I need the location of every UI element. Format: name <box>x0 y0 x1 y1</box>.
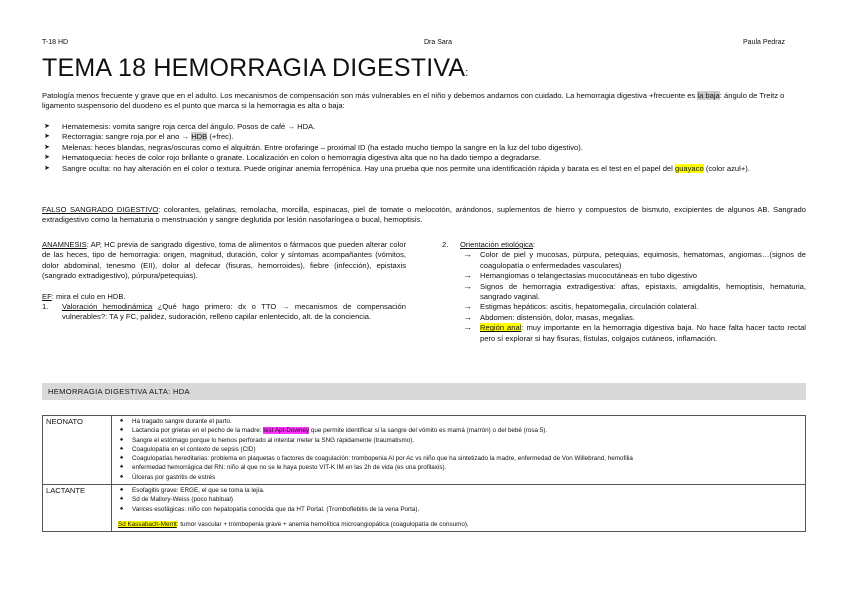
anamnesis-text: : AP, HC previa de sangrado digestivo, toma de alimentos o fármacos que pueden alterar color de las heces, tipo de hemorragia: origen, magnitud, duración, color y síntomas acompañantes (vómitos, dolor abdominal, tenesmo (EII), dolor al defecar (fisuras, hemorroides), fiebre (infección), epistaxis (sangrado extradigestivo), púrpura/petequias). <box>42 240 406 281</box>
section-header-hda <box>42 383 806 400</box>
neonato-text-6: enfermedad hemorrágica del RN: niño al que no se le haya puesto VIT-K IM en las 2h de vida (es una profilaxis). <box>132 464 447 472</box>
neonato-text-2b: que permite identificar si la sangre del vómito es mamá (marrón) o del bebé (rosa 5). <box>310 427 548 435</box>
intro-highlight: la baja <box>697 91 720 100</box>
list-item <box>112 486 805 495</box>
neonato-list <box>112 416 805 484</box>
intro-text-2: : ángulo de Treitz o ligamento suspensorio del duodeno es el punto que marca si la hemorragia es alta o baja: <box>42 91 785 111</box>
rectorragia-suffix: (+frec). <box>209 132 234 142</box>
ef-label: EF <box>42 291 52 301</box>
bleeding-types-list <box>42 122 806 174</box>
orientacion-text-2: Hemangiomas o telangectasias mucocutáneas en tubo digestivo <box>480 271 697 281</box>
melenas-text: Melenas: heces blandas, negras/oscuras como el alquitrán. Entre orofaringe – proximal ID (ha estado mucho tiempo la sangre en la luz del tubo digestivo). <box>62 142 583 152</box>
lactante-list <box>112 485 805 516</box>
header-right: Paula Pedraz <box>743 39 786 46</box>
ef-text: : mira el culo en HDB. <box>51 291 126 301</box>
intro-text-1: Patología menos frecuente y grave que en el adulto. Los mecanismos de compensación son más vulnerables en el niño y debemos andarnos con cuidado. La hemorragia digestiva +frecuente es <box>42 91 696 100</box>
kassabach-paragraph <box>112 516 805 531</box>
item-number: 1. <box>42 302 49 312</box>
list-item <box>112 463 805 472</box>
hda-table <box>42 415 806 532</box>
page-title <box>42 54 469 83</box>
lactante-cell <box>112 485 806 532</box>
orientacion-colon: : <box>533 240 536 249</box>
neonato-text-4: Coagulopatía en el contexto de sepsis (CID) <box>132 445 256 453</box>
guayaco-highlight: guayaco <box>674 163 704 173</box>
list-item <box>112 445 805 454</box>
hdb-highlight: HDB <box>191 132 208 142</box>
table-row <box>43 485 806 532</box>
list-item <box>460 271 806 281</box>
falso-sangrado-paragraph <box>42 205 806 226</box>
orientacion-text-6: : muy importante en la hemorragia digestiva baja. No hace falta hacer tacto rectal pero sí explorar si hay fisuras, fístulas, colgajos cutáneos, inflamación. <box>480 323 806 343</box>
lactante-label: LACTANTE <box>43 485 112 532</box>
hematemesis-text: Hematemesis: vomita sangre roja cerca del ángulo. Posos de café → HDA. <box>62 122 316 131</box>
header-left: T-18 HD <box>42 39 69 46</box>
orientacion-text-4: Estigmas hepáticos: ascitis, hepatomegalia, circulación colateral. <box>480 302 699 312</box>
region-anal-highlight: Región anal <box>480 323 522 333</box>
sangre-oculta-suffix: (color azul+). <box>705 163 750 173</box>
sangre-oculta-text: Sangre oculta: no hay alteración en el color o textura. Puede originar anemia ferropénica. Hay una prueba que nos permite una identificación rápida y barata es el test en el papel del <box>62 163 673 173</box>
list-item <box>112 473 805 482</box>
list-item <box>42 122 806 132</box>
rectorragia-text: Rectorragia: sangre roja por el ano → <box>62 132 190 142</box>
list-item <box>42 164 806 174</box>
list-item <box>460 313 806 323</box>
list-item <box>112 505 805 514</box>
falso-sangrado-text: : colorantes, gelatinas, remolacha, morcilla, espinacas, piel de tomate o melocotón, arándonos, suplementos de hierro y compuestos de bismuto, excipientes de algunos AB. Sangrado extradigestivo como la hematuria o menstruación y sangre deglutida por lesión nasofaríngea o bucal, hemoptisis. <box>42 205 806 225</box>
kassabach-text: : tumor vascular + trombopenia grave + anemia hemolítica microangiopática (coagulopatía de consumo). <box>176 520 469 528</box>
orientacion-text-5: Abdomen: distensión, dolor, masas, megalias. <box>480 312 635 322</box>
table-row <box>43 416 806 485</box>
list-item <box>460 282 806 303</box>
ef-paragraph <box>42 292 406 302</box>
neonato-text-1: Ha tragado sangre durante el parto. <box>132 418 232 425</box>
intro-paragraph <box>42 91 806 112</box>
apt-downey-highlight: test Apt-Downey <box>263 427 310 435</box>
anamnesis-paragraph <box>42 240 406 282</box>
anamnesis-column <box>42 240 406 323</box>
neonato-text-7: Úlceras por gastritis de estrés <box>132 473 216 481</box>
orientacion-text-1: Color de piel y mucosas, púrpura, petequias, equimosis, hematomas, angiomas…(signos de coagulopatía o enfermedades vasculares) <box>480 250 806 270</box>
neonato-label: NEONATO <box>43 416 112 485</box>
anamnesis-label: ANAMNESIS <box>42 240 87 249</box>
orientacion-label: Orientación etiológica <box>460 240 534 249</box>
list-item <box>112 417 805 426</box>
list-item <box>42 143 806 153</box>
kassabach-highlight: Sd Kassabach-Merrit <box>118 520 177 528</box>
header-center: Dra Sara <box>424 39 453 46</box>
valoracion-item <box>42 302 406 323</box>
neonato-text-3: Sangre el estómago porque lo hemos perforado al intentar meter la SNG rápidamente (traumatismo). <box>132 436 415 444</box>
orientacion-heading <box>440 240 806 250</box>
page-title-text: TEMA 18 HEMORRAGIA DIGESTIVA <box>42 54 466 82</box>
valoracion-label: Valoración hemodinámica <box>62 302 153 312</box>
list-item <box>112 426 805 435</box>
page-title-colon: : <box>465 67 469 79</box>
list-item <box>112 454 805 463</box>
list-item <box>460 250 806 271</box>
lactante-text-3: Varices esofágicas: niño con hepatopatía conocida que da HT Portal. (Tromboflebitis de la vena Porta). <box>132 505 420 513</box>
falso-sangrado-label: FALSO SANGRADO DIGESTIVO <box>42 205 159 214</box>
list-item <box>460 302 806 312</box>
orientacion-column <box>440 240 806 344</box>
neonato-cell <box>112 416 806 485</box>
list-item <box>112 495 805 504</box>
item-number: 2. <box>442 240 449 249</box>
orientacion-list <box>440 250 806 344</box>
list-item <box>42 153 806 163</box>
lactante-text-1: Esofagitis grave: ERGE, el que se toma la lejía. <box>132 487 265 495</box>
list-item <box>460 323 806 344</box>
section-title: HEMORRAGIA DIGESTIVA ALTA: HDA <box>48 387 190 396</box>
list-item <box>112 436 805 445</box>
lactante-text-2: Sd de Mallory-Weiss (poco habitual) <box>132 496 234 504</box>
neonato-text-2: Lactancia por grietas en el pecho de la madre: <box>132 427 262 435</box>
hematoquecia-text: Hematoquecia: heces de color rojo brillante o granate. Localización en colon o hemorragia digestiva alta que no ha dado tiempo a degradarse. <box>62 153 542 163</box>
orientacion-text-3: Signos de hemorragia extradigestiva: aftas, epistaxis, amigdalitis, hemoptisis, hematuria, sangrado vaginal. <box>480 281 806 302</box>
neonato-text-5: Coagulopatías hereditarias: problema en plaquetas o factores de coagulación: trombopenia Al por Ac vs niño que ha sintetizado la madre, enfermedad de Von Willebrand, hemofilia <box>132 455 633 463</box>
list-item <box>42 132 806 142</box>
valoracion-text: ¿Qué hago primero: dx o TTO → mecanismos de compensación vulnerables?: TA y FC, palidez, sudoración, relleno capilar enlentecido, alt. de la conciencia. <box>62 302 406 322</box>
